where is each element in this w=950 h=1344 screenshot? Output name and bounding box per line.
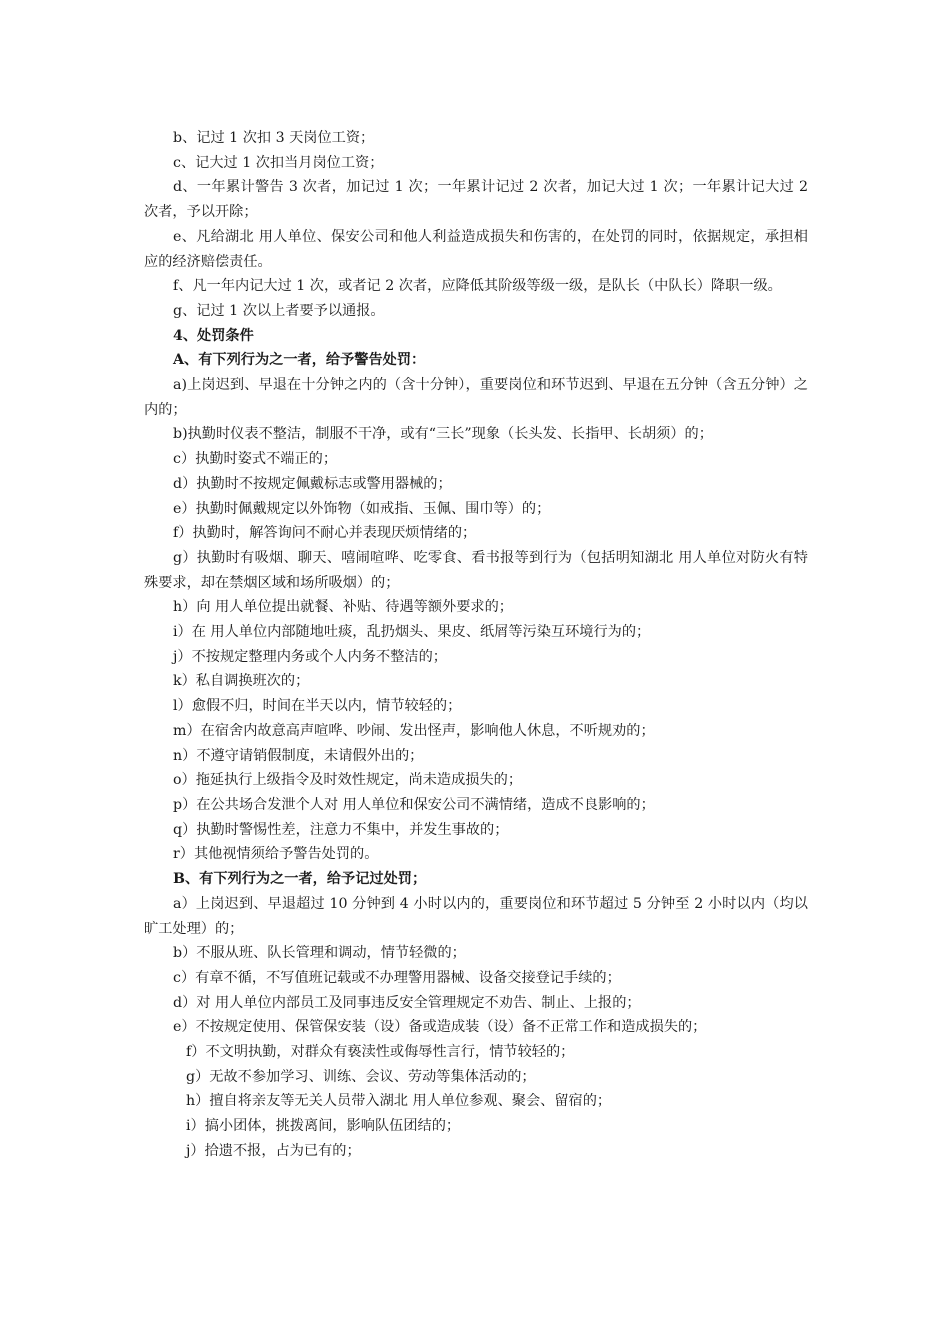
subsection-heading: A、有下列行为之一者，给予警告处罚： xyxy=(173,352,426,369)
subsection-heading: B、有下列行为之一者，给予记过处罚； xyxy=(173,871,427,888)
list-item: e）执勤时佩戴规定以外饰物（如戒指、玉佩、围巾等）的； xyxy=(173,500,551,517)
list-item: k）私自调换班次的； xyxy=(173,673,310,690)
list-item: d）对 用人单位内部员工及同事违反安全管理规定不劝告、制止、上报的； xyxy=(173,994,641,1011)
list-item: j）不按规定整理内务或个人内务不整洁的； xyxy=(173,648,447,665)
list-item: d）执勤时不按规定佩戴标志或警用器械的； xyxy=(173,475,452,492)
list-item: b）不服从班、队长管理和调动，情节轻微的； xyxy=(173,945,466,962)
list-item: c）执勤时姿式不端正的； xyxy=(173,451,338,468)
list-item: f）不文明执勤，对群众有亵渎性或侮辱性言行，情节较轻的； xyxy=(186,1044,575,1061)
list-item: m）在宿舍内故意高声喧哗、吵闹、发出怪声，影响他人休息，不听规劝的； xyxy=(173,722,655,739)
list-item: i）搞小团体，挑拨离间，影响队伍团结的； xyxy=(186,1118,461,1135)
list-item: c）有章不循，不写值班记载或不办理警用器械、设备交接登记手续的； xyxy=(173,969,621,986)
list-item: q）执勤时警惕性差，注意力不集中，并发生事故的； xyxy=(173,821,509,838)
paragraph: f、凡一年内记大过 1 次，或者记 2 次者，应降低其阶级等级一级，是队长（中队长）降职一级。 xyxy=(173,278,782,295)
paragraph: g、记过 1 次以上者要予以通报。 xyxy=(173,302,385,319)
section-heading: 4、处罚条件 xyxy=(173,327,254,344)
paragraph: e、凡给湖北 用人单位、保安公司和他人利益造成损失和伤害的，在处罚的同时，依据规定，承担相应的经济赔偿责任。 xyxy=(144,228,808,270)
paragraph: c、记大过 1 次扣当月岗位工资； xyxy=(173,154,384,171)
list-item: j）拾遗不报，占为已有的； xyxy=(186,1142,361,1159)
paragraph: d、一年累计警告 3 次者，加记过 1 次；一年累计记过 2 次者，加记大过 1 次；一年累计记大过 2 次者，予以开除； xyxy=(144,179,808,221)
paragraph: b、记过 1 次扣 3 天岗位工资； xyxy=(173,130,375,146)
list-item: r）其他视情须给予警告处罚的。 xyxy=(173,846,379,863)
list-item: l）愈假不归，时间在半天以内，情节较轻的； xyxy=(173,698,462,715)
list-item: f）执勤时，解答询问不耐心并表现厌烦情绪的； xyxy=(173,525,477,542)
document-page xyxy=(144,126,808,1164)
list-item: n）不遵守请销假制度，未请假外出的； xyxy=(173,747,424,764)
list-item: p）在公共场合发泄个人对 用人单位和保安公司不满情绪，造成不良影响的； xyxy=(173,796,655,813)
list-item: i）在 用人单位内部随地吐痰，乱扔烟头、果皮、纸屑等污染互环境行为的； xyxy=(173,624,651,641)
list-item: e）不按规定使用、保管保安装（设）备或造成装（设）备不正常工作和造成损失的； xyxy=(173,1019,707,1036)
list-item: h）擅自将亲友等无关人员带入湖北 用人单位参观、聚会、留宿的； xyxy=(186,1093,612,1110)
list-item: a）上岗迟到、早退超过 10 分钟到 4 小时以内的，重要岗位和环节超过 5 分钟至 2 小时以内（均以旷工处理）的； xyxy=(144,895,808,937)
list-item: g）执勤时有吸烟、聊天、嘻闹喧哗、吃零食、看书报等到行为（包括明知湖北 用人单位对防火有特殊要求，却在禁烟区域和场所吸烟）的； xyxy=(144,549,808,591)
list-item: b)执勤时仪表不整洁，制服不干净，或有“三长”现象（长头发、长指甲、长胡须）的； xyxy=(173,426,713,443)
list-item: g）无故不参加学习、训练、会议、劳动等集体活动的； xyxy=(186,1068,536,1085)
list-item: h）向 用人单位提出就餐、补贴、待遇等额外要求的； xyxy=(173,599,513,616)
list-item: a)上岗迟到、早退在十分钟之内的（含十分钟），重要岗位和环节迟到、早退在五分钟（含五分钟）之内的； xyxy=(144,377,808,418)
list-item: o）拖延执行上级指令及时效性规定，尚未造成损失的； xyxy=(173,772,523,789)
